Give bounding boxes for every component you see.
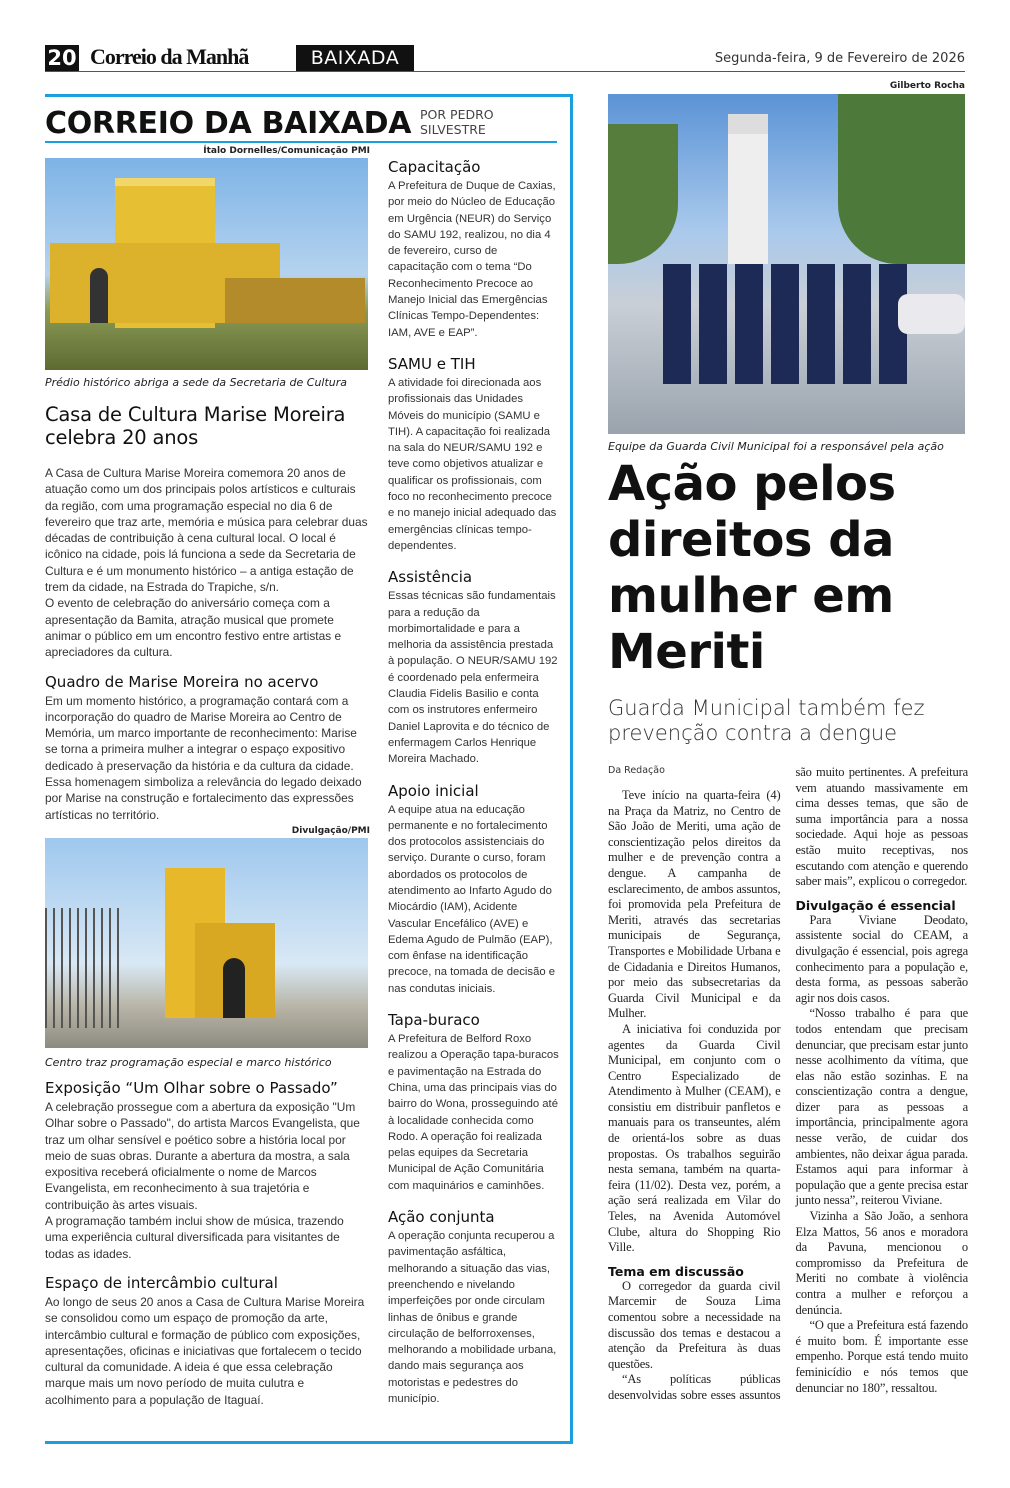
article-headline: Casa de Cultura Marise Moreira celebra 20 anos bbox=[45, 403, 346, 449]
door-shape bbox=[90, 268, 108, 323]
note-samu-tih bbox=[388, 355, 560, 554]
photo-caption: Equipe da Guarda Civil Municipal foi a responsável pela ação bbox=[608, 440, 944, 453]
photo-caption: Centro traz programação especial e marco histórico bbox=[45, 1055, 332, 1069]
subheading: Divulgação é essencial bbox=[795, 897, 956, 913]
officers-group-shape bbox=[663, 264, 913, 384]
photo-guarda-municipal bbox=[608, 94, 965, 434]
subheading: Exposição “Um Olhar sobre o Passado” bbox=[45, 1078, 338, 1097]
note-text: A Prefeitura de Belford Roxo realizou a Operação tapa-buracos e pavimentação na Estrada do China, uma das principais vias do bairro do Wona, prosseguindo até à localidade conhecida como Rodo. A operação foi realizada pelas equipes da Secretaria Municipal de Ação Comunitária com maquinários e caminhões. bbox=[388, 1033, 559, 1192]
note-title: Tapa-buraco bbox=[388, 1011, 480, 1030]
header-rule bbox=[45, 71, 965, 72]
newspaper-masthead: Correio da Manhã bbox=[90, 44, 249, 69]
photo-credit: Ítalo Dornelles/Comunicação PMI bbox=[203, 146, 370, 156]
church-tower-shape bbox=[728, 114, 768, 264]
paragraph: “As políticas públicas desenvolvidas sobre esses assuntos são muito pertinentes. A prefeitura vem atuando massivamente em cima desses temas, que são de suma importância para a nossa sociedade. Aqui hoje as pessoas estão muito receptivas, nos escutando com atenção e querendo saber mais”, explicou o corregedor. bbox=[608, 765, 968, 1402]
paragraph: Para Viviane Deodato, assistente social do CEAM, a divulgação é essencial, pois agrega conhecimento para a população e, desta forma, as pessoas saberão agir nos dois casos. bbox=[795, 912, 968, 1005]
main-headline: Ação pelos direitos da mulher em Meriti bbox=[608, 456, 896, 680]
column-frame-right bbox=[570, 94, 573, 1444]
note-text: Essas técnicas são fundamentais para a redução da morbimortalidade e para a melhoria da assistência prestada à população. O NEUR/SAMU 192 é coordenado pela enfermeira Claudia Fidelis Basilio e conta com os instrutores enfermeiro Daniel Laprovita e do técnico de enfermagem Carlos Henrique Moreira Machado. bbox=[388, 590, 558, 766]
note-acao-conjunta bbox=[388, 1208, 560, 1407]
column-frame-bottom bbox=[45, 1441, 573, 1444]
paragraph: “Nosso trabalho é para que todos entendam que precisam denunciar, que precisam estar junto nesse acolhimento da vítima, que elas não estão sozinhas. E na conscientização contra a dengue, dizer para as pessoas a importância, principalmente agora nesse verão, de cuidar dos ambientes, não deixar água parada. Estamos aqui para informar à população que a gente precisa estar junto nessa”, reiterou Viviane. bbox=[795, 1006, 968, 1208]
column-frame-top bbox=[45, 94, 573, 97]
note-title: Assistência bbox=[388, 568, 473, 587]
note-text: A equipe atua na educação permanente e no fortalecimento dos protocolos assistenciais do serviço. Durante o curso, foram abordados os protocolos de atendimento ao Infarto Agudo do Miocárdio (IAM), Acidente Vascular Encefálico (AVE) e Edema Agudo de Pulmão (EAP), com ênfase na identificação precoce, na tomada de decisão e nas condutas iniciais. bbox=[388, 803, 556, 995]
column-title-rule bbox=[45, 141, 557, 143]
subheading: Tema em discussão bbox=[608, 1263, 744, 1279]
note-tapa-buraco bbox=[388, 1011, 560, 1194]
page-number: 20 bbox=[45, 45, 79, 71]
note-title: Ação conjunta bbox=[388, 1208, 495, 1227]
article-body bbox=[608, 765, 968, 1404]
photo-credit: Divulgação/PMI bbox=[291, 825, 370, 836]
paragraph: “O que a Prefeitura está fazendo é muito bom. É importante esse empenho. Porque está tendo muito feminicídio e nós temos que denunciar no 180”, ressaltou. bbox=[795, 1318, 968, 1395]
paragraph: A iniciativa foi conduzida por agentes da Guarda Civil Municipal, em conjunto com o Centro Especializado de Atendimento à Mulher (CEAM), e consistiu em distribuir panfletos e manuais para os transeuntes, além de orientá-los sobre as duas propostas. Os trabalhos seguirão nesta semana, também na quarta-feira (11/02). Desta vez, porém, a ação será realizada em Vilar do Teles, na Avenida Automóvel Clube, altura do Shopping Rio Ville. bbox=[608, 1021, 781, 1255]
paragraph: Em um momento histórico, a programação contará com a incorporação do quadro de Marise Moreira ao Centro de Memória, um marco importante de reconhecimento: Marise se torna a primeira mulher a integrar o espaço expositivo dedicado à preservação da história e da cultura da cidade. Essa homenagem simboliza a relevância do legado deixado por Marise na construção e fortalecimento das expressões artísticas no território. bbox=[45, 693, 362, 822]
door-shape bbox=[223, 958, 245, 1018]
photo-casa-de-cultura bbox=[45, 158, 368, 370]
column-author: POR PEDRO SILVESTRE bbox=[420, 107, 494, 137]
note-capacitacao bbox=[388, 158, 560, 341]
wing-shape bbox=[225, 278, 365, 323]
paragraph: A programação também inclui show de música, trazendo uma experiência cultural diversificada para visitantes de todas as idades. bbox=[45, 1214, 344, 1261]
note-title: SAMU e TIH bbox=[388, 354, 476, 373]
car-shape bbox=[898, 294, 965, 334]
note-apoio-inicial bbox=[388, 782, 560, 998]
note-text: A Prefeitura de Duque de Caxias, por meio do Núcleo de Educação em Urgência (NEUR) do Serviço do SAMU 192, realizou, no dia 4 de fevereiro, curso de capacitação com o tema “Do Reconhecimento Precoce ao Manejo Inicial das Emergências Clínicas Tempo-Dependentes: IAM, AVE e EAP”. bbox=[388, 180, 556, 339]
left-column bbox=[45, 146, 370, 1408]
edition-date: Segunda-feira, 9 de Fevereiro de 2026 bbox=[714, 51, 965, 66]
column-title: CORREIO DA BAIXADA bbox=[45, 106, 412, 141]
note-title: Capacitação bbox=[388, 158, 481, 176]
photo-credit: Gilberto Rocha bbox=[889, 81, 965, 91]
paragraph: O evento de celebração do aniversário começa com a apresentação da Bamita, atração musical que promete animar o público em um encontro festivo entre artistas e apreciadores da cultura. bbox=[45, 596, 342, 660]
notes-column bbox=[388, 144, 560, 1407]
tree-shape bbox=[608, 124, 678, 264]
note-assistencia bbox=[388, 568, 560, 767]
paragraph: O corregedor da guarda civil Marcemir de Souza Lima comentou sobre a necessidade na discussão dos temas e destacou a atenção da Prefeitura às duas questões. bbox=[608, 1278, 781, 1371]
paragraph: Vizinha a São João, a senhora Elza Mattos, 56 anos e moradora da Pavuna, mencionou o compromisso da Prefeitura de Meriti no combate à violência contra a mulher e reforçou a denúncia. bbox=[795, 1209, 968, 1317]
note-text: A operação conjunta recuperou a pavimentação asfáltica, melhorando a situação das vias, preenchendo e nivelando imperfeições por onde circulam linhas de ônibus e grande circulação de belforroxenses, melhorando a mobilidade urbana, dando mais segurança aos motoristas e pedestres do município. bbox=[388, 1230, 557, 1405]
fence-shape bbox=[45, 908, 125, 1028]
note-text: A atividade foi direcionada aos profissionais das Unidades Móveis do município (SAMU e TIH). A capacitação foi realizada na sala do NEUR/SAMU 192 e teve como objetivos atualizar e qualificar os profissionais, com foco no reconhecimento precoce e no manejo inicial adequado das emergências clínicas tempo-dependentes. bbox=[388, 376, 557, 552]
byline: Da Redação bbox=[608, 765, 665, 776]
section-label: BAIXADA bbox=[296, 45, 414, 71]
paragraph: Ao longo de seus 20 anos a Casa de Cultura Marise Moreira se consolidou como um espaço de promoção da arte, intercâmbio cultural e formação de público com exposições, apresentações, oficinas e iniciativas que fortalecem o tecido cultural da comunidade. A ideia é que essa celebração marque mais um novo período de muita culutra e acolhimento para a população de Itaguaí. bbox=[45, 1294, 365, 1407]
tree-shape bbox=[838, 94, 965, 264]
paragraph: A celebração prossegue com a abertura da exposição "Um Olhar sobre o Passado", do artista Marcos Evangelista, que traz um olhar sensível e poético sobre a história local por meio de suas obras. Durante a abertura da mostra, a sala expositiva receberá oficialmente o nome de Marcos Evangelista, em reconhecimento à sua trajetória e contribuição às artes visuais. bbox=[45, 1099, 360, 1212]
photo-caption: Prédio histórico abriga a sede da Secretaria de Cultura bbox=[45, 376, 348, 389]
note-title: Apoio inicial bbox=[388, 781, 479, 800]
photo-centro-memoria bbox=[45, 838, 368, 1048]
subheading: Espaço de intercâmbio cultural bbox=[45, 1273, 278, 1292]
subheading: Quadro de Marise Moreira no acervo bbox=[45, 672, 319, 691]
subheadline: Guarda Municipal também fez prevenção contra a dengue bbox=[608, 696, 925, 745]
paragraph: A Casa de Cultura Marise Moreira comemora 20 anos de atuação como um dos principais polos artísticos e culturais da região, com uma programação especial no dia 6 de fevereiro que traz arte, memória e música para celebrar duas décadas de contribuição à cena cultural local. O local é icônico na cidade, pois lá funciona a sede da Secretaria de Cultura e é um monumento histórico – a antiga estação de trem da cidade, na Estrada do Trapiche, s/n. bbox=[45, 466, 368, 595]
paragraph: Teve início na quarta-feira (4) na Praça da Matriz, no Centro de São João de Meriti, uma ação de conscientização pelos direitos da mulher e de prevenção contra a dengue. A campanha de esclarecimento, de ambos assuntos, foi promovida pela Prefeitura de Meriti, através das secretarias municipais de Segurança, Transportes e Mobilidade Urbana e de Cidadania e Direitos Humanos, por meio das subsecretarias da Guarda Civil Municipal e da Mulher. bbox=[608, 788, 781, 1021]
